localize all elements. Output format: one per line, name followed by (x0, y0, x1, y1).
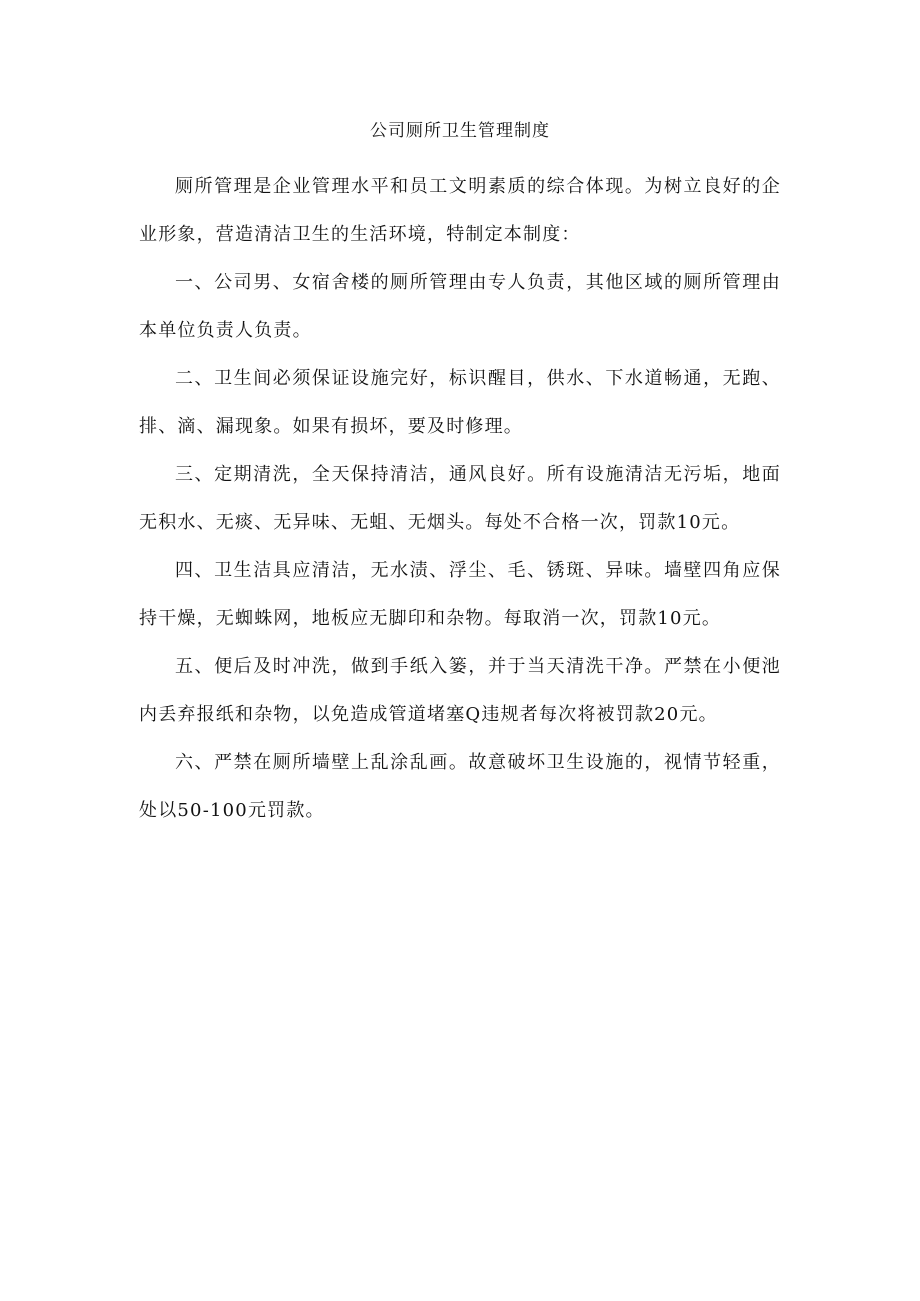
paragraph-rule-4: 四、卫生洁具应清洁，无水渍、浮尘、毛、锈斑、异味。墙壁四角应保持干燥，无蜘蛛网，地板应无脚印和杂物。每取消一次，罚款10元。 (139, 560, 781, 629)
document-title: 公司厕所卫生管理制度 (370, 121, 550, 141)
paragraph-rule-2: 二、卫生间必须保证设施完好，标识醒目，供水、下水道畅通，无跑、排、滴、漏现象。如果有损坏，要及时修理。 (139, 368, 781, 437)
paragraph-rule-1: 一、公司男、女宿舍楼的厕所管理由专人负责，其他区域的厕所管理由本单位负责人负责。 (139, 272, 781, 341)
document-body (139, 163, 781, 835)
paragraph-rule-3: 三、定期清洗，全天保持清洁，通风良好。所有设施清洁无污垢，地面无积水、无痰、无异味、无蛆、无烟头。每处不合格一次，罚款10元。 (139, 464, 781, 533)
paragraph-rule-5: 五、便后及时冲洗，做到手纸入篓，并于当天清洗干净。严禁在小便池内丢弃报纸和杂物，以免造成管道堵塞Q违规者每次将被罚款20元。 (139, 656, 781, 725)
paragraph-rule-6: 六、严禁在厕所墙壁上乱涂乱画。故意破坏卫生设施的，视情节轻重，处以50-100元罚款。 (139, 752, 781, 821)
paragraph-intro: 厕所管理是企业管理水平和员工文明素质的综合体现。为树立良好的企业形象，营造清洁卫生的生活环境，特制定本制度： (139, 176, 781, 245)
